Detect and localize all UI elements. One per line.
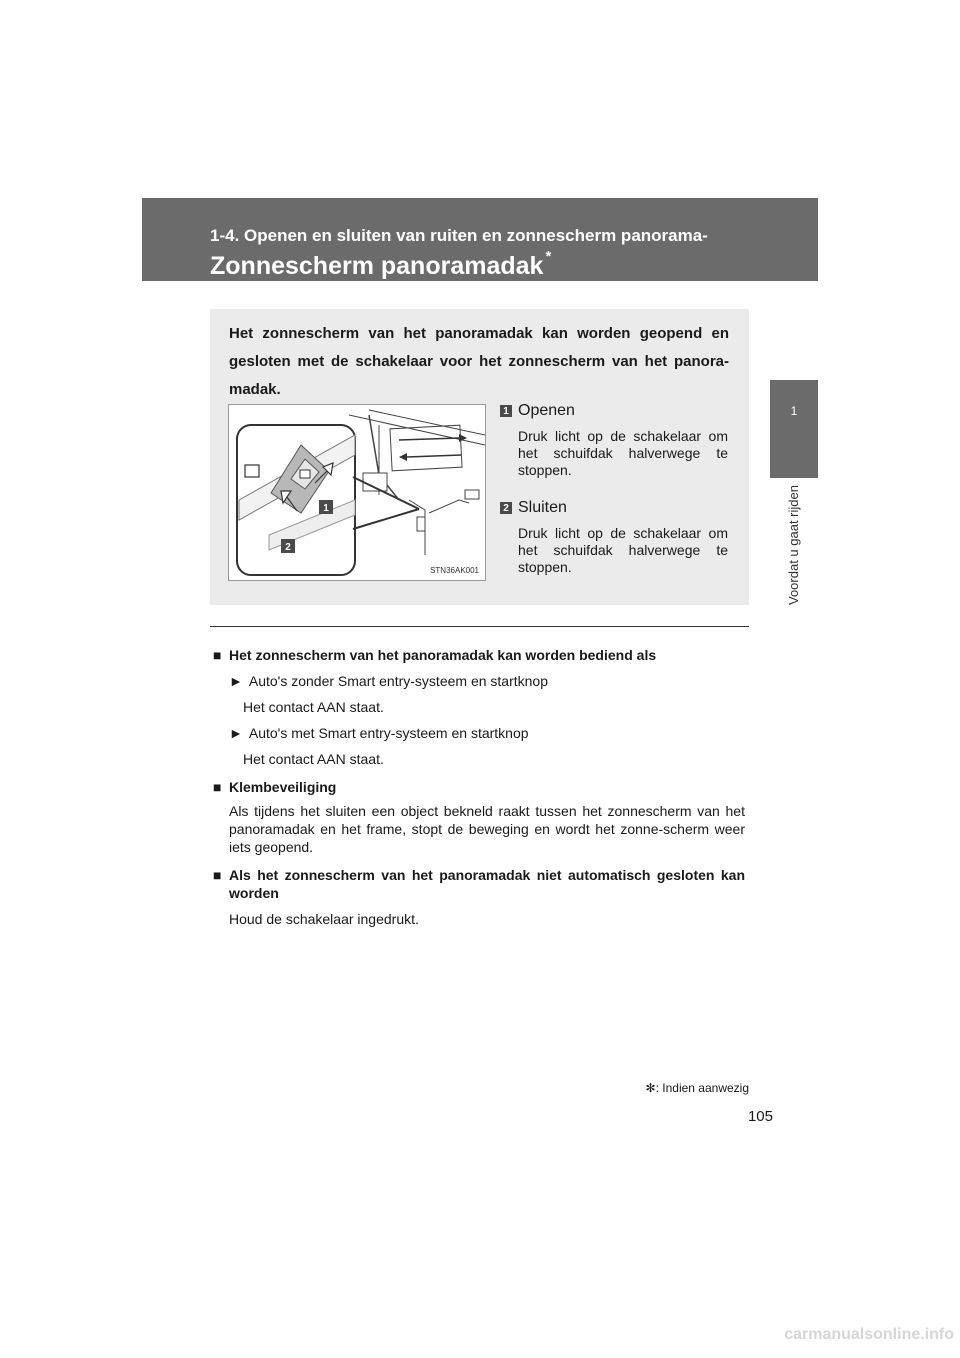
section-marker-icon: ■ xyxy=(213,779,222,795)
step-description: Druk licht op de schakelaar om het schuifdak halverwege te stoppen. xyxy=(518,525,728,575)
section-heading xyxy=(213,866,745,902)
step-number-badge: 1 xyxy=(500,405,512,417)
list-item-text: Het contact AAN staat. xyxy=(243,751,384,767)
list-item-text: Het contact AAN staat. xyxy=(243,699,384,715)
step-number-badge: 2 xyxy=(500,502,512,514)
figure-code: STN36AK001 xyxy=(430,566,479,575)
list-item xyxy=(229,672,745,690)
triangle-bullet-icon: ► xyxy=(229,725,243,741)
section-body: Houd de schakelaar ingedrukt. xyxy=(229,911,419,927)
section-divider xyxy=(210,626,749,627)
section-marker-icon: ■ xyxy=(213,647,222,663)
section-label: 1-4. Openen en sluiten van ruiten en zonnescherm panorama- xyxy=(210,226,708,245)
list-item-label: Auto's met Smart entry-systeem en startknop xyxy=(248,725,529,741)
list-item xyxy=(229,724,745,742)
optional-mark: * xyxy=(545,248,552,265)
step-open xyxy=(500,402,728,479)
section-heading xyxy=(213,646,745,664)
intro-text: Het zonnescherm van het panoramadak kan worden geopend en gesloten met de schakelaar voor het zonnescherm van het panora-madak. xyxy=(229,325,729,398)
section-heading-text: Als het zonnescherm van het panoramadak niet automatisch gesloten kan worden xyxy=(229,867,745,901)
list-item-label: Auto's zonder Smart entry-systeem en startknop xyxy=(248,673,548,689)
section-heading-text: Klembeveiliging xyxy=(229,779,337,795)
chapter-tab[interactable] xyxy=(770,380,818,478)
step-description: Druk licht op de schakelaar om het schuifdak halverwege te stoppen. xyxy=(518,428,728,478)
page-title-text: Zonnescherm panoramadak xyxy=(210,252,544,280)
step-close xyxy=(500,499,728,576)
triangle-bullet-icon: ► xyxy=(229,673,243,689)
notes-content xyxy=(213,646,745,928)
section-body: Als tijdens het sluiten een object bekneld raakt tussen het zonnescherm van het panoramadak en het frame, stopt de beweging en wordt het zonne-scherm weer iets geopend. xyxy=(229,803,745,855)
footnote-text: : Indien aanwezig xyxy=(655,1081,749,1095)
section-heading xyxy=(213,778,745,796)
page-number: 105 xyxy=(747,1108,773,1125)
section-marker-icon: ■ xyxy=(213,867,222,883)
step-title: Openen xyxy=(518,402,575,419)
footnote xyxy=(646,1081,749,1095)
chapter-label: Voordat u gaat rijden xyxy=(786,485,801,605)
callout-1-text: 1 xyxy=(323,503,329,514)
asterisk-icon: ✻ xyxy=(645,1081,656,1095)
illustration-drawing xyxy=(229,405,485,580)
chapter-number: 1 xyxy=(790,404,798,418)
watermark[interactable]: carmanualsonline.info xyxy=(784,1326,954,1343)
section-heading-text: Het zonnescherm van het panoramadak kan worden bediend als xyxy=(229,647,657,663)
step-title: Sluiten xyxy=(518,499,567,516)
sunshade-switch-illustration xyxy=(228,404,486,581)
callout-2-text: 2 xyxy=(285,542,291,553)
page-title xyxy=(210,248,552,281)
